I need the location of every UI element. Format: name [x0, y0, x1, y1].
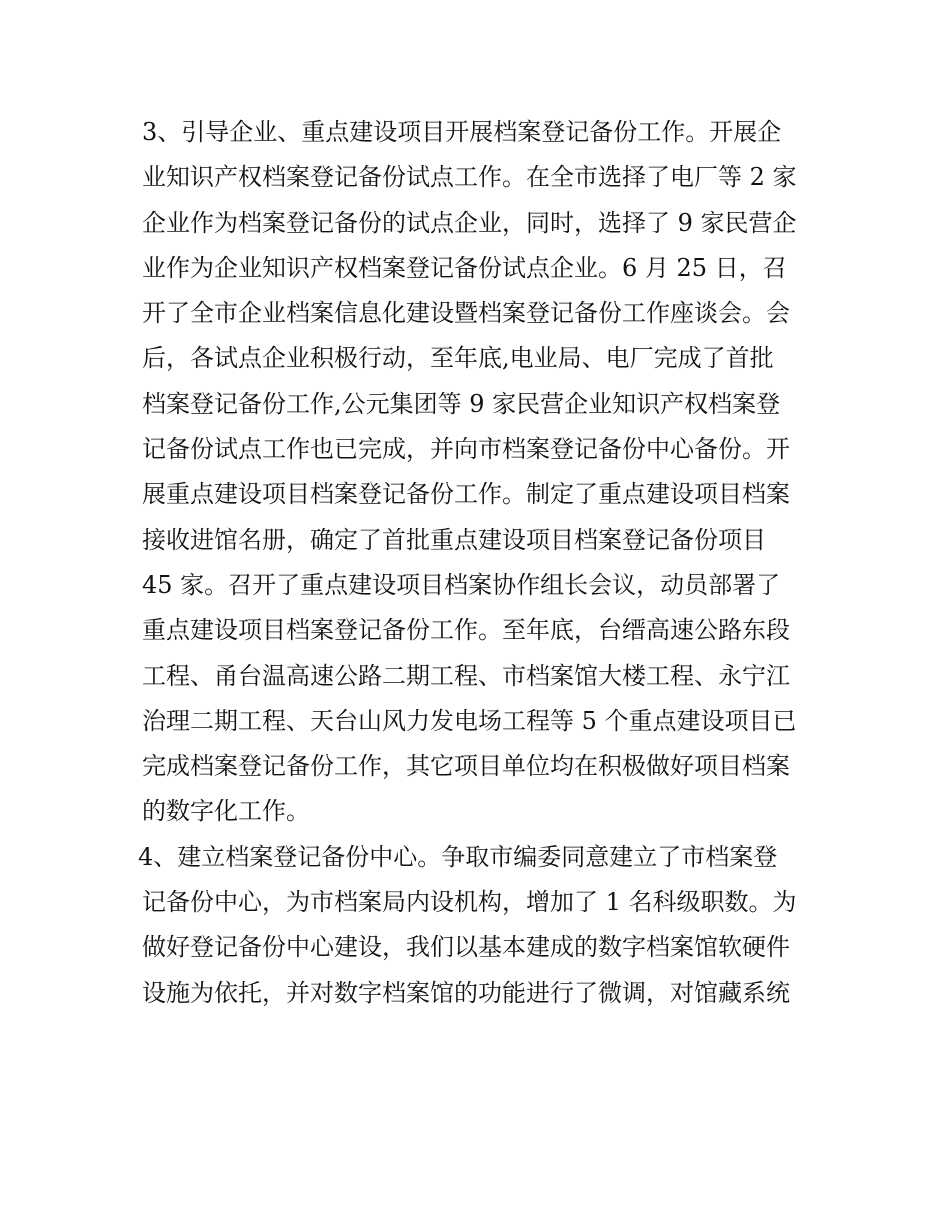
text-line: 展重点建设项目档案登记备份工作。制定了重点建设项目档案 — [142, 480, 790, 509]
text-line: 设施为依托，并对数字档案馆的功能进行了微调，对馆藏系统 — [142, 978, 790, 1007]
text-line: 治理二期工程、天台山风力发电场工程等 5 个重点建设项目已 — [142, 706, 797, 735]
body-text — [138, 110, 822, 1016]
text-line: 企业作为档案登记备份的试点企业，同时，选择了 9 家民营企 — [142, 208, 797, 237]
text-line: 45 家。召开了重点建设项目档案协作组长会议，动员部署了 — [142, 570, 781, 599]
text-line: 的数字化工作。 — [142, 797, 310, 826]
text-line: 业知识产权档案登记备份试点工作。在全市选择了电厂等 2 家 — [142, 163, 797, 192]
text-line: 完成档案登记备份工作，其它项目单位均在积极做好项目档案 — [142, 752, 790, 781]
text-line: 接收进馆名册，确定了首批重点建设项目档案登记备份项目 — [142, 525, 766, 554]
text-line: 开了全市企业档案信息化建设暨档案登记备份工作座谈会。会 — [142, 299, 790, 328]
text-line: 4、建立档案登记备份中心。争取市编委同意建立了市档案登 — [138, 842, 778, 871]
text-line: 3、引导企业、重点建设项目开展档案登记备份工作。开展企 — [142, 118, 782, 146]
text-line: 业作为企业知识产权档案登记备份试点企业。6 月 25 日，召 — [142, 253, 787, 282]
text-line: 后，各试点企业积极行动，至年底,电业局、电厂完成了首批 — [142, 344, 774, 373]
text-line: 重点建设项目档案登记备份工作。至年底，台缙高速公路东段 — [142, 616, 790, 645]
text-line: 记备份中心，为市档案局内设机构，增加了 1 名科级职数。为 — [142, 888, 797, 917]
text-line: 记备份试点工作也已完成，并向市档案登记备份中心备份。开 — [142, 435, 790, 464]
text-line: 做好登记备份中心建设，我们以基本建成的数字档案馆软硬件 — [142, 933, 790, 962]
text-line: 工程、甬台温高速公路二期工程、市档案馆大楼工程、永宁江 — [142, 661, 790, 690]
text-line: 档案登记备份工作,公元集团等 9 家民营企业知识产权档案登 — [142, 389, 781, 418]
